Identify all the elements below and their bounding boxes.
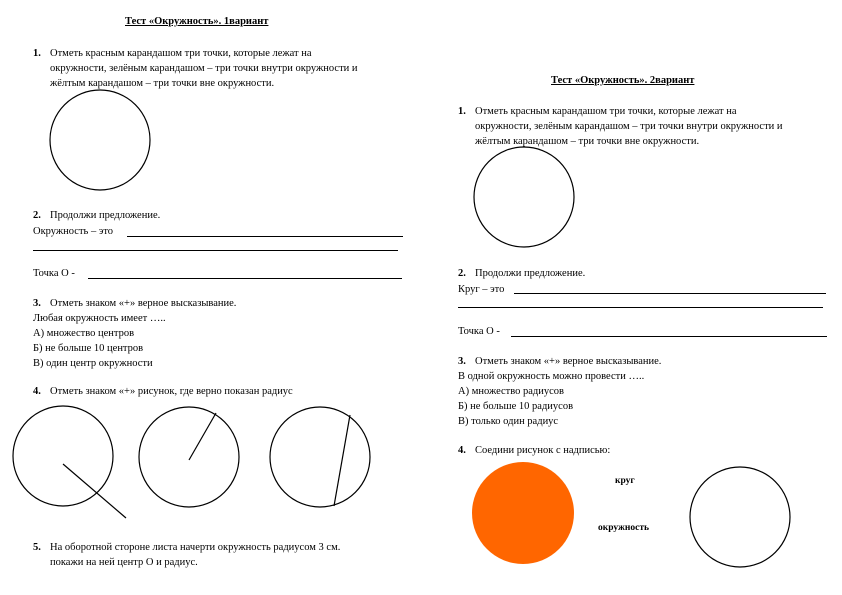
v2-q3-stem: В одной окружность можно провести ….. bbox=[458, 371, 645, 382]
v2-q1-text-line3: жёлтым карандашом – три точки вне окружности. bbox=[475, 136, 700, 147]
variant1-title: Тест «Окружность». 1вариант bbox=[125, 16, 269, 27]
v2-q4-text: Соедини рисунок с надписью: bbox=[475, 445, 611, 456]
v2-q1-number: 1. bbox=[458, 106, 466, 117]
v1-q1-text-line1: Отметь красным карандашом три точки, которые лежат на bbox=[50, 48, 312, 59]
label-krug[interactable]: круг bbox=[615, 476, 635, 486]
v1-q3-text: Отметь знаком «+» верное высказывание. bbox=[50, 298, 237, 309]
v2-q3-text: Отметь знаком «+» верное высказывание. bbox=[475, 356, 662, 367]
v1-q3-stem: Любая окружность имеет ….. bbox=[33, 313, 166, 324]
v1-q5-text-line2: покажи на ней центр О и радиус. bbox=[50, 557, 198, 568]
v2-q3-number: 3. bbox=[458, 356, 466, 367]
v1-q2-number: 2. bbox=[33, 210, 41, 221]
v1-q2-text: Продолжи предложение. bbox=[50, 210, 161, 221]
v2-q2-lead1: Круг – это bbox=[458, 284, 505, 295]
v1-q5-text-line1: На оборотной стороне листа начерти окружность радиусом 3 см. bbox=[50, 542, 341, 553]
label-okruzhnost[interactable]: окружность bbox=[598, 523, 650, 533]
variant2-title: Тест «Окружность». 2вариант bbox=[551, 75, 695, 86]
v2-q3-option-a[interactable]: А) множество радиусов bbox=[458, 386, 564, 397]
v1-q4-text: Отметь знаком «+» рисунок, где верно показан радиус bbox=[50, 386, 293, 397]
outline-circle-figure[interactable] bbox=[690, 467, 790, 567]
v1-q5-number: 5. bbox=[33, 542, 41, 553]
v1-q3-option-b[interactable]: Б) не больше 10 центров bbox=[33, 343, 144, 354]
filled-circle-figure[interactable] bbox=[472, 462, 574, 564]
v2-q4-number: 4. bbox=[458, 445, 466, 456]
v2-q2-lead2: Точка О - bbox=[458, 326, 500, 337]
v1-q4-number: 4. bbox=[33, 386, 41, 397]
v2-q3-option-c[interactable]: В) только один радиус bbox=[458, 416, 559, 427]
v1-q1-text-line2: окружности, зелёным карандашом – три точки внутри окружности и bbox=[50, 63, 358, 74]
v2-q1-text-line2: окружности, зелёным карандашом – три точки внутри окружности и bbox=[475, 121, 783, 132]
v1-q1-text-line3: жёлтым карандашом – три точки вне окружности. bbox=[50, 78, 275, 89]
v1-q2-lead1: Окружность – это bbox=[33, 226, 114, 237]
v2-q3-option-b[interactable]: Б) не больше 10 радиусов bbox=[458, 401, 574, 412]
v1-q3-option-c[interactable]: В) один центр окружности bbox=[33, 358, 153, 369]
v2-q2-text: Продолжи предложение. bbox=[475, 268, 586, 279]
v1-q3-option-a[interactable]: А) множество центров bbox=[33, 328, 135, 339]
v2-q2-number: 2. bbox=[458, 268, 466, 279]
v1-q3-number: 3. bbox=[33, 298, 41, 309]
v1-q2-lead2: Точка О - bbox=[33, 268, 75, 279]
v2-q1-text-line1: Отметь красным карандашом три точки, которые лежат на bbox=[475, 106, 737, 117]
v1-q1-number: 1. bbox=[33, 48, 41, 59]
